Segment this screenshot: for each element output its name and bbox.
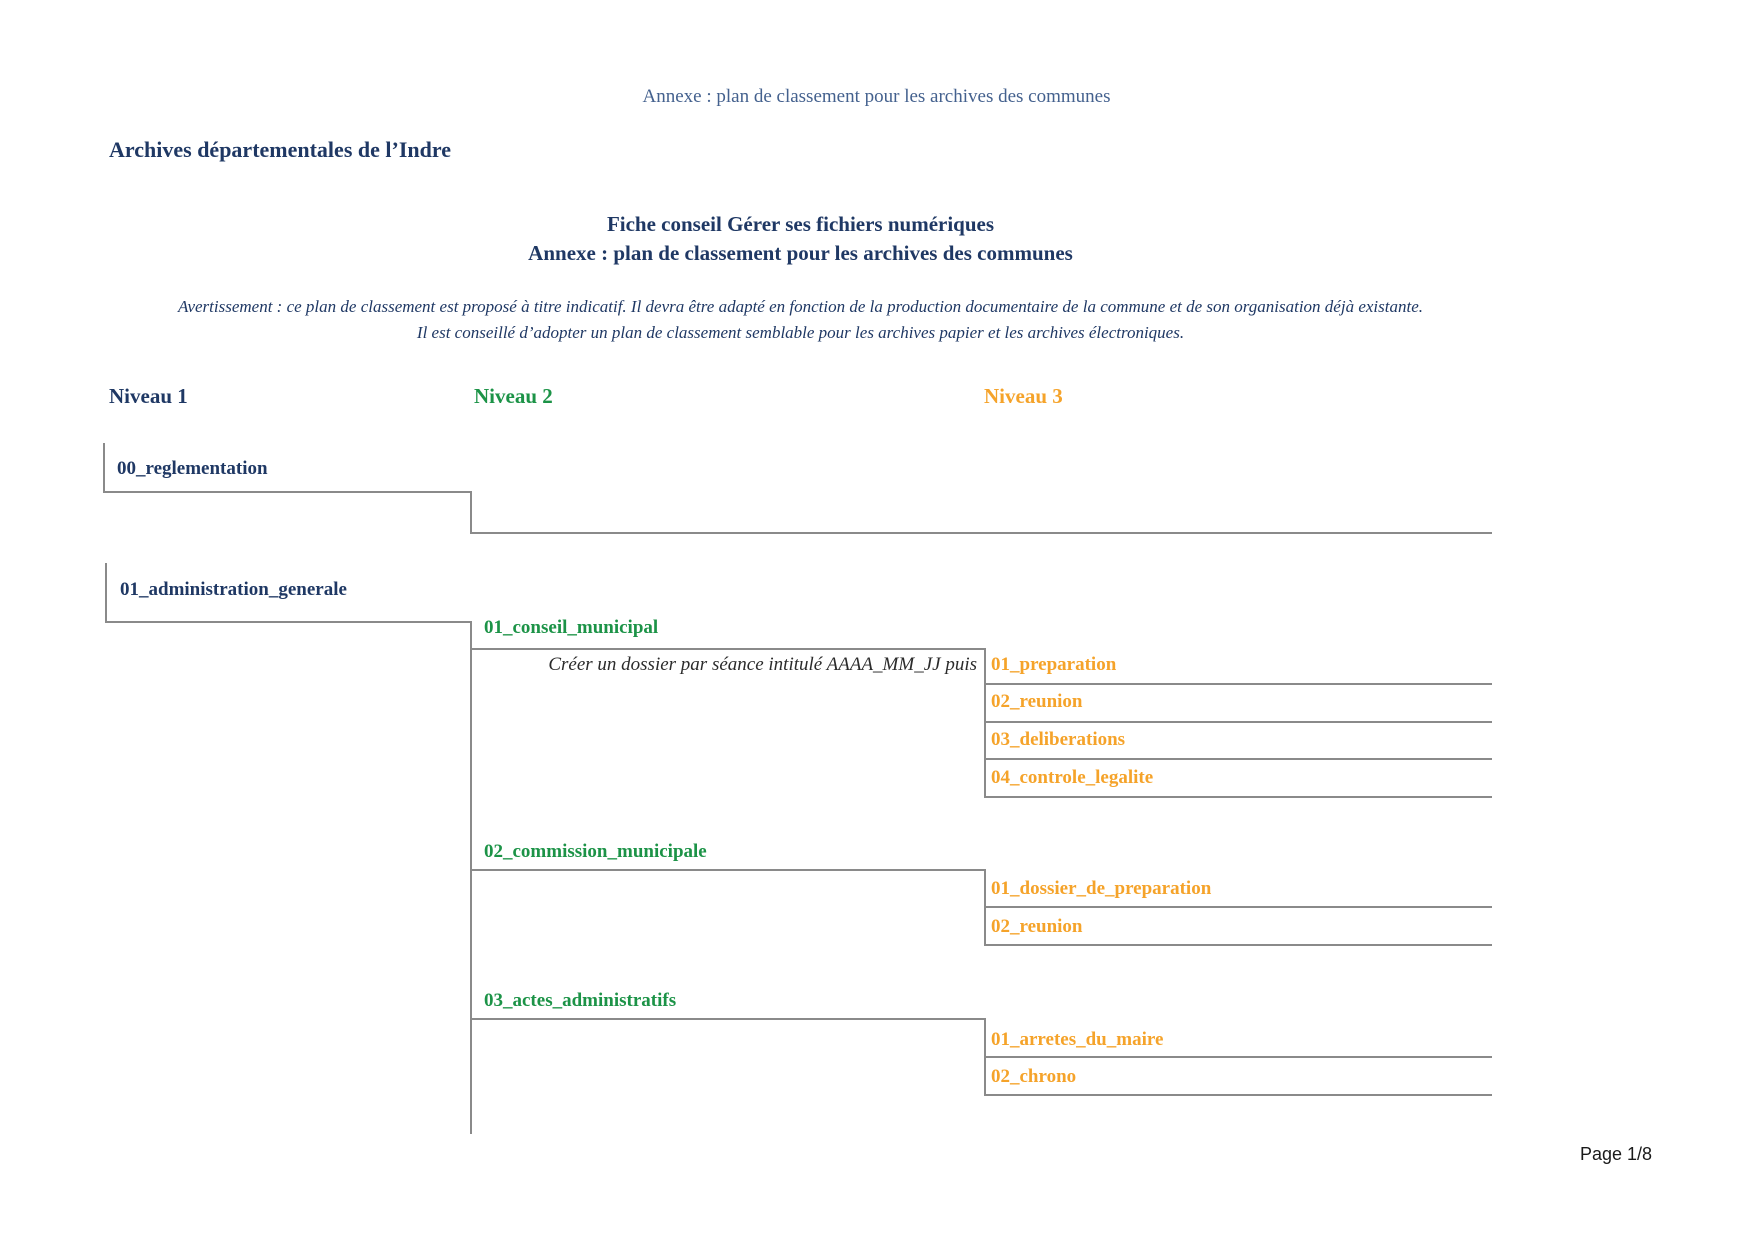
connector-00-step-line [470, 491, 472, 534]
doc-title-line1: Fiche conseil Gérer ses fichiers numériques [606, 212, 995, 236]
document-header-note: Annexe : plan de classement pour les archives des communes [642, 86, 1111, 107]
connector-reunion-underline [984, 721, 1492, 723]
connector-level2-spine-line [470, 621, 472, 1134]
connector-deliberations-underline [984, 758, 1492, 760]
connector-01-left-line [105, 563, 107, 623]
connector-dossier-underline [984, 906, 1492, 908]
column-header-niveau-1: Niveau 1 [109, 384, 188, 408]
connector-conseil-underline [470, 648, 986, 650]
connector-arretes-underline [984, 1056, 1492, 1058]
page-indicator: Page 1/8 [1580, 1144, 1653, 1164]
tree-item-02-commission-municipale: 02_commission_municipale [484, 841, 707, 862]
tree-item-03-actes-administratifs: 03_actes_administratifs [484, 990, 677, 1011]
column-header-niveau-3: Niveau 3 [984, 384, 1063, 408]
connector-controle-underline [984, 796, 1492, 798]
tree-item-01-arretes-du-maire: 01_arretes_du_maire [991, 1029, 1164, 1050]
connector-chrono-underline [984, 1094, 1492, 1096]
note-conseil-municipal: Créer un dossier par séance intitulé AAAA_MM_JJ puis [548, 654, 977, 675]
tree-item-02-reunion: 02_reunion [991, 691, 1083, 712]
tree-item-02-reunion-commission: 02_reunion [991, 916, 1083, 937]
organization-title: Archives départementales de l’Indre [109, 137, 451, 162]
tree-item-03-deliberations: 03_deliberations [991, 729, 1126, 750]
connector-actes-underline [470, 1018, 986, 1020]
tree-item-04-controle-legalite: 04_controle_legalite [991, 767, 1154, 788]
connector-commission-underline [470, 869, 986, 871]
tree-item-01-preparation: 01_preparation [991, 654, 1117, 675]
connector-00-row-line [470, 532, 1492, 534]
tree-item-02-chrono: 02_chrono [991, 1066, 1077, 1087]
tree-item-01-dossier-de-preparation: 01_dossier_de_preparation [991, 878, 1212, 899]
connector-conseil-column-divider-line [984, 648, 986, 798]
disclaimer-line2: Il est conseillé d’adopter un plan de classement semblable pour les archives papier et les archives électroniques. [416, 323, 1185, 342]
tree-item-00-reglementation: 00_reglementation [117, 458, 268, 479]
column-header-niveau-2: Niveau 2 [474, 384, 553, 408]
connector-00-left-line [103, 443, 105, 492]
doc-title-line2: Annexe : plan de classement pour les archives des communes [528, 241, 1073, 265]
connector-reunion2-underline [984, 944, 1492, 946]
connector-preparation-underline [984, 683, 1492, 685]
tree-item-01-conseil-municipal: 01_conseil_municipal [484, 617, 659, 638]
disclaimer-line1: Avertissement : ce plan de classement est proposé à titre indicatif. Il devra être adapté en fonction de la production documentaire de la commune et de son organisation déjà existante. [178, 297, 1423, 316]
connector-01-underline [105, 621, 472, 623]
connector-00-underline [103, 491, 472, 493]
tree-item-01-administration-generale: 01_administration_generale [120, 579, 347, 600]
